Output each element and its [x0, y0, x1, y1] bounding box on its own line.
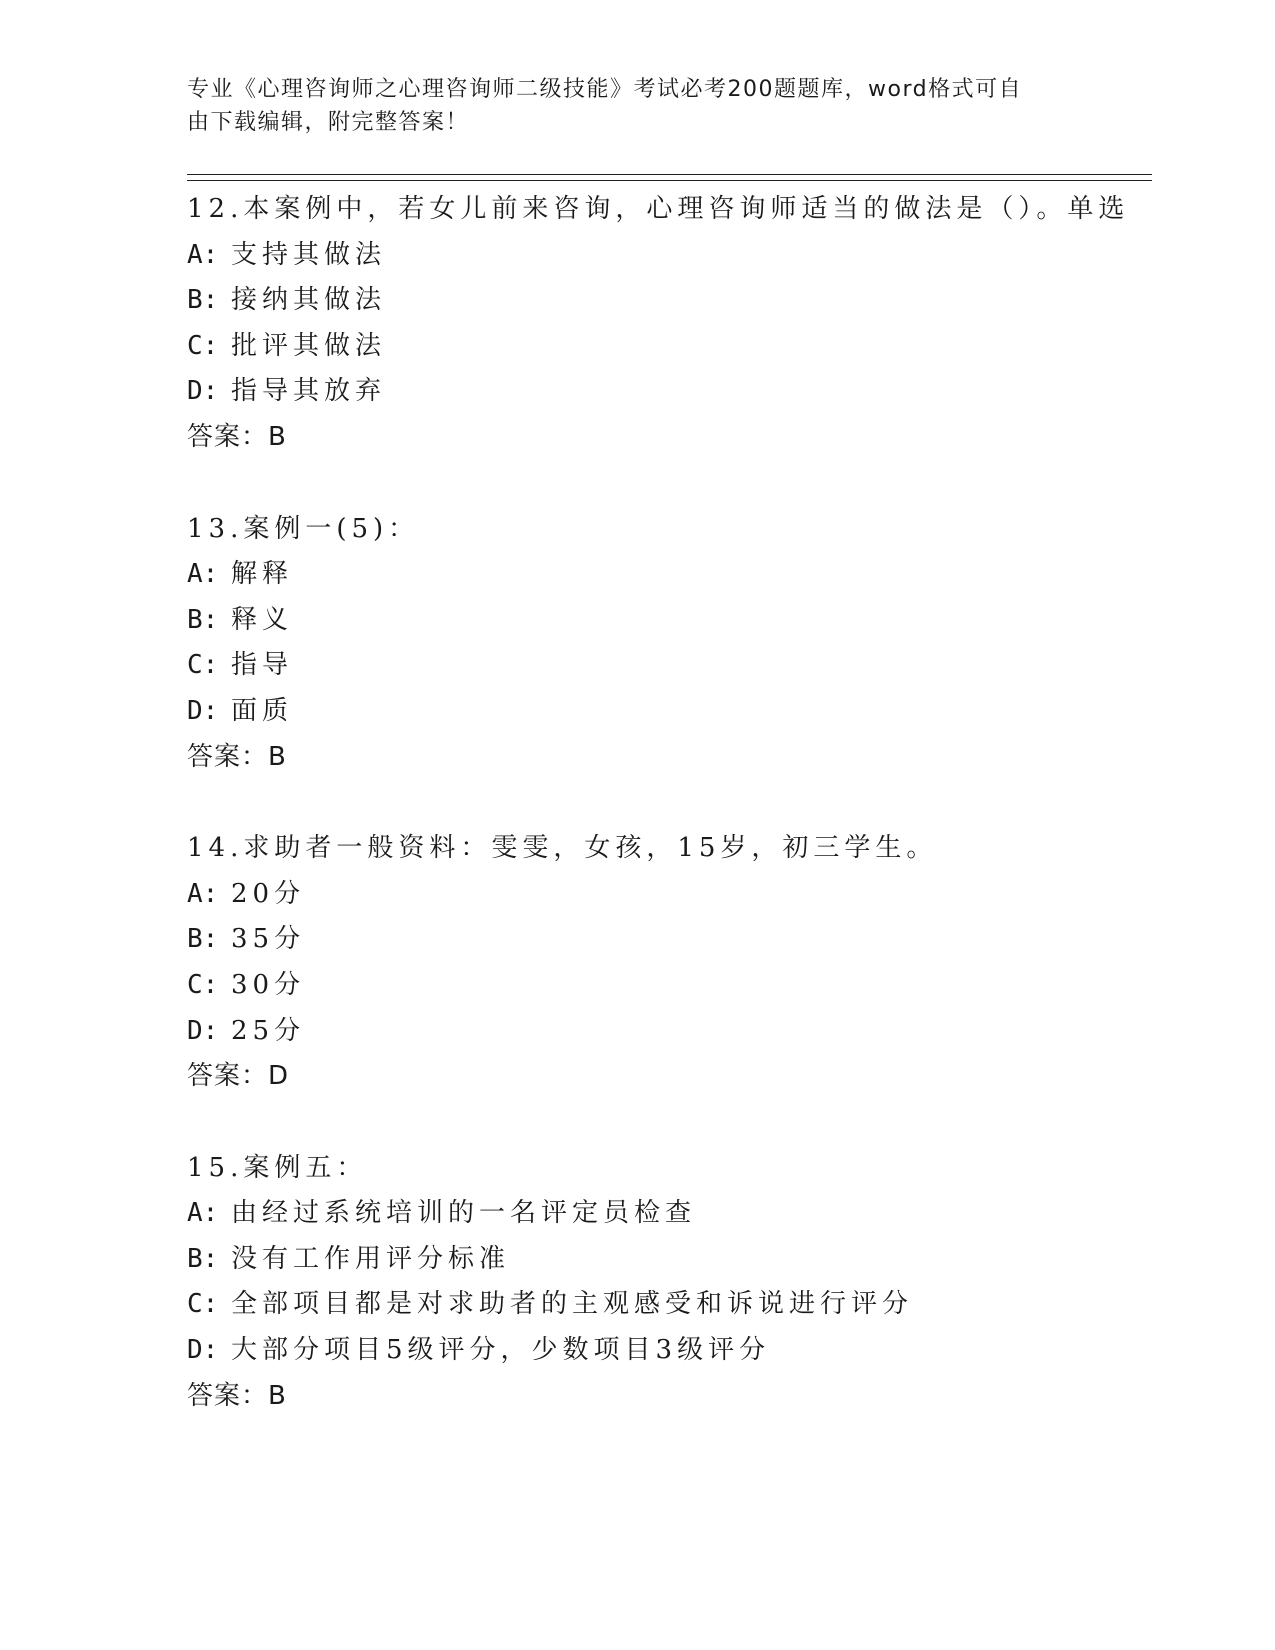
- question-item: [187, 826, 1152, 1100]
- option-letter: A:: [187, 1198, 219, 1229]
- option-text: 支持其做法: [231, 239, 387, 270]
- option-text: 指导: [231, 650, 294, 681]
- option-letter: B:: [187, 924, 219, 955]
- option-a: [187, 1191, 1152, 1237]
- header-line-2: 由下载编辑，附完整答案！: [187, 110, 470, 135]
- option-letter: D:: [187, 1015, 219, 1046]
- option-text: 由经过系统培训的一名评定员检查: [231, 1198, 697, 1229]
- answer-line: [187, 735, 1152, 781]
- answer-line: [187, 1054, 1152, 1100]
- option-letter: C:: [187, 1289, 219, 1320]
- option-b: [187, 598, 1152, 644]
- answer-label: 答案：: [187, 1380, 269, 1411]
- question-item: [187, 507, 1152, 781]
- option-a: [187, 233, 1152, 279]
- option-c: [187, 1282, 1152, 1328]
- header-divider-bottom: [187, 180, 1152, 181]
- question-item: [187, 1146, 1152, 1420]
- option-d: [187, 1328, 1152, 1374]
- answer-line: [187, 1374, 1152, 1420]
- option-b: [187, 917, 1152, 963]
- question-text: 15.案例五：: [187, 1152, 368, 1183]
- answer-value: B: [268, 421, 287, 452]
- option-text: 批评其做法: [231, 330, 387, 361]
- header-line-1: 专业《心理咨询师之心理咨询师二级技能》考试必考200题题库，word格式可自: [187, 77, 1023, 102]
- option-letter: A:: [187, 878, 219, 909]
- option-letter: B:: [187, 604, 219, 635]
- option-text: 30分: [231, 969, 306, 1000]
- option-text: 全部项目都是对求助者的主观感受和诉说进行评分: [231, 1289, 914, 1320]
- option-text: 接纳其做法: [231, 285, 387, 316]
- option-text: 解释: [231, 559, 294, 590]
- option-a: [187, 552, 1152, 598]
- answer-line: [187, 415, 1152, 461]
- answer-label: 答案：: [187, 421, 269, 452]
- answer-label: 答案：: [187, 741, 269, 772]
- question-text: 14.求助者一般资料：雯雯，女孩，15岁，初三学生。: [187, 833, 938, 864]
- option-letter: D:: [187, 695, 219, 726]
- document-header: [187, 73, 1067, 139]
- option-letter: A:: [187, 559, 219, 590]
- option-text: 35分: [231, 924, 306, 955]
- option-letter: B:: [187, 285, 219, 316]
- option-letter: D:: [187, 1335, 219, 1366]
- option-d: [187, 689, 1152, 735]
- answer-label: 答案：: [187, 1061, 269, 1092]
- question-text: 13.案例一(5)：: [187, 513, 420, 544]
- option-b: [187, 278, 1152, 324]
- option-text: 20分: [231, 878, 306, 909]
- option-text: 大部分项目5级评分，少数项目3级评分: [231, 1335, 771, 1366]
- option-d: [187, 369, 1152, 415]
- option-text: 面质: [231, 695, 294, 726]
- option-text: 没有工作用评分标准: [231, 1243, 511, 1274]
- option-letter: D:: [187, 376, 219, 407]
- option-letter: C:: [187, 650, 219, 681]
- option-a: [187, 872, 1152, 918]
- option-c: [187, 324, 1152, 370]
- question-text: 12.本案例中，若女儿前来咨询，心理咨询师适当的做法是（）。单选: [187, 194, 1130, 224]
- question-item: [187, 187, 1152, 461]
- option-c: [187, 643, 1152, 689]
- answer-value: B: [268, 741, 287, 772]
- header-divider-top: [187, 174, 1152, 175]
- option-text: 释义: [231, 604, 294, 635]
- option-b: [187, 1237, 1152, 1283]
- option-text: 25分: [231, 1015, 306, 1046]
- option-d: [187, 1009, 1152, 1055]
- answer-value: B: [268, 1380, 287, 1411]
- option-c: [187, 963, 1152, 1009]
- option-letter: B:: [187, 1243, 219, 1274]
- answer-value: D: [268, 1061, 290, 1092]
- option-letter: C:: [187, 969, 219, 1000]
- option-letter: A:: [187, 239, 219, 270]
- option-letter: C:: [187, 330, 219, 361]
- option-text: 指导其放弃: [231, 376, 387, 407]
- question-list: [187, 187, 1152, 1465]
